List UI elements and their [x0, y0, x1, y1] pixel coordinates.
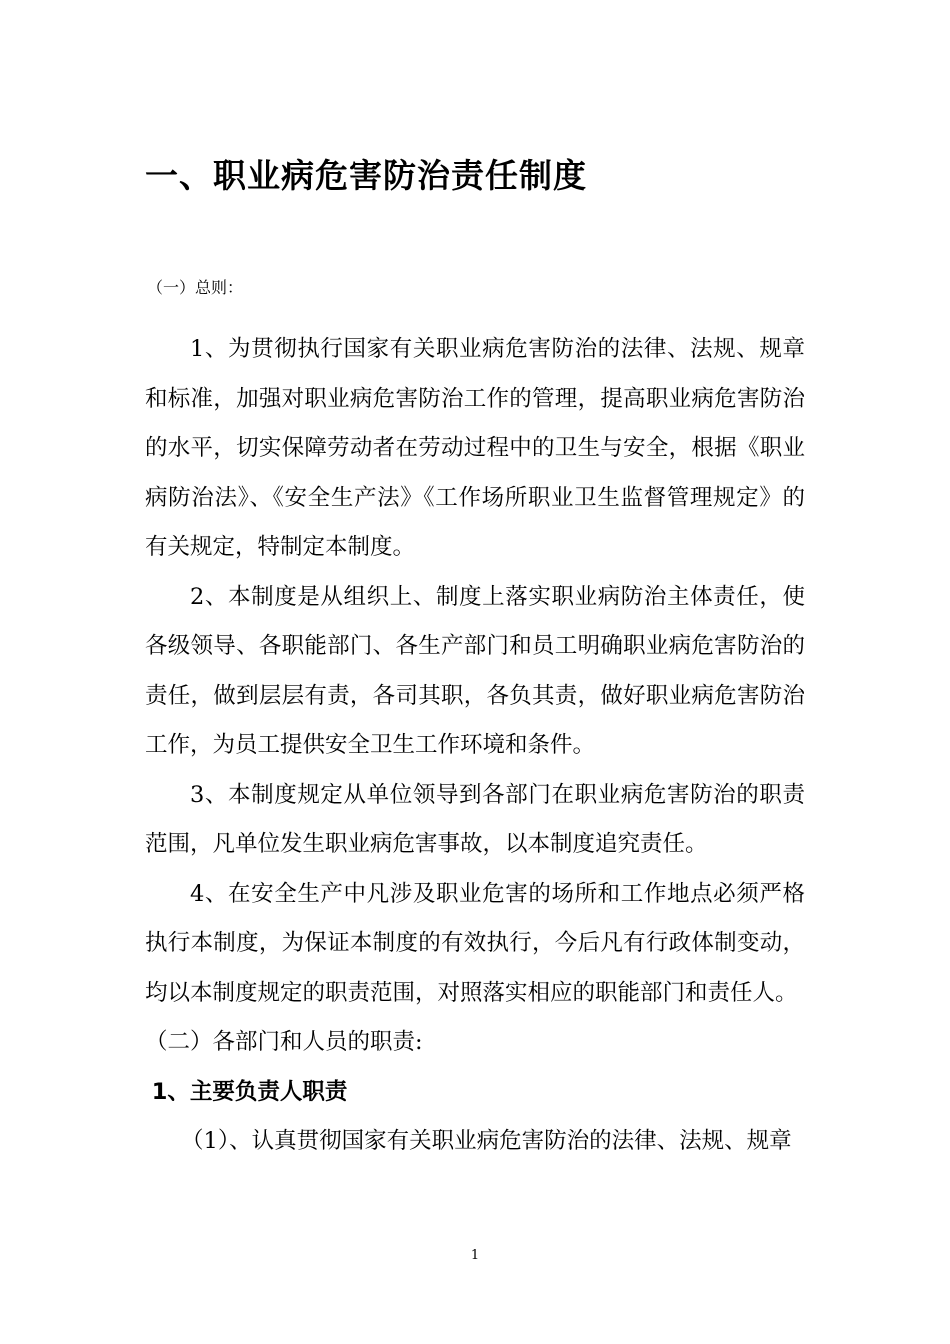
paragraph-2: 2、本制度是从组织上、制度上落实职业病防治主体责任，使各级领导、各职能部门、各生产部门和员工明确职业病危害防治的责任，做到层层有责，各司其职，各负其责，做好职业病危害防治工作，为员工提供安全卫生工作环境和条件。	[145, 583, 805, 758]
duty-item-1: （1）、认真贯彻国家有关职业病危害防治的法律、法规、规章	[181, 1128, 792, 1154]
subsection-principal-heading: 1、主要负责人职责	[151, 1078, 348, 1105]
paragraph-1: 1、为贯彻执行国家有关职业病危害防治的法律、法规、规章和标准，加强对职业病危害防治工作的管理，提高职业病危害防治的水平，切实保障劳动者在劳动过程中的卫生与安全，根据《职业病防治法》、《安全生产法》《工作场所职业卫生监督管理规定》的有关规定，特制定本制度。	[145, 336, 805, 560]
document-body	[145, 325, 805, 1167]
paragraph-3: 3、本制度规定从单位领导到各部门在职业病危害防治的职责范围，凡单位发生职业病危害事故，以本制度追究责任。	[145, 781, 805, 857]
paragraph-4: 4、在安全生产中凡涉及职业危害的场所和工作地点必须严格执行本制度，为保证本制度的有效执行，今后凡有行政体制变动，均以本制度规定的职责范围，对照落实相应的职能部门和责任人。	[145, 880, 805, 1006]
document-title: 一、职业病危害防治责任制度	[145, 156, 587, 195]
page-number: 1	[470, 1248, 480, 1263]
section-duties-heading: （二）各部门和人员的职责:	[145, 1029, 423, 1055]
section-general-heading: （一）总则：	[147, 278, 244, 297]
